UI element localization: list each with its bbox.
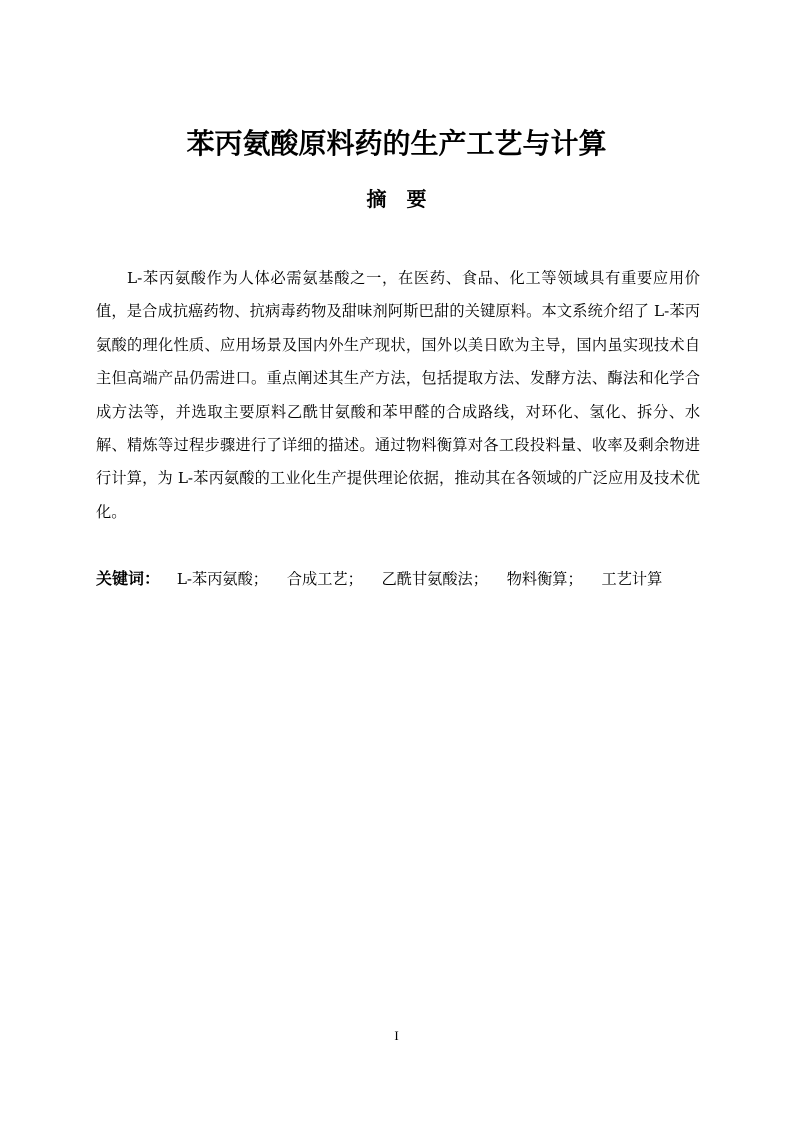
document-title: 苯丙氨酸原料药的生产工艺与计算: [186, 127, 607, 160]
keyword-item: 工艺计算: [601, 570, 663, 588]
keyword-item: 乙酰甘氨酸法；: [381, 570, 488, 588]
abstract-heading: 摘 要: [366, 187, 427, 211]
keywords-label: 关键词：: [96, 569, 161, 588]
page-number: I: [394, 1028, 399, 1043]
keywords-line: [96, 563, 700, 595]
keyword-item: L-苯丙氨酸；: [176, 570, 268, 588]
keyword-item: 合成工艺；: [286, 570, 363, 588]
abstract-body: L-苯丙氨酸作为人体必需氨基酸之一，在医药、食品、化工等领域具有重要应用价值，是合成抗癌药物、抗病毒药物及甜味剂阿斯巴甜的关键原料。本文系统介绍了 L-苯丙氨酸的理化性质、应用场景及国内外生产现状，国外以美日欧为主导，国内虽实现技术自主但高端产品仍需进口。重点阐述其生产方法，包括提取方法、发酵方法、酶法和化学合成方法等，并选取主要原料乙酰甘氨酸和苯甲醛的合成路线，对环化、氢化、拆分、水解、精炼等过程步骤进行了详细的描述。通过物料衡算对各工段投料量、收率及剩余物进行计算，为 L-苯丙氨酸的工业化生产提供理论依据，推动其在各领域的广泛应用及技术优化。: [96, 269, 700, 521]
keyword-item: 物料衡算；: [506, 570, 583, 588]
